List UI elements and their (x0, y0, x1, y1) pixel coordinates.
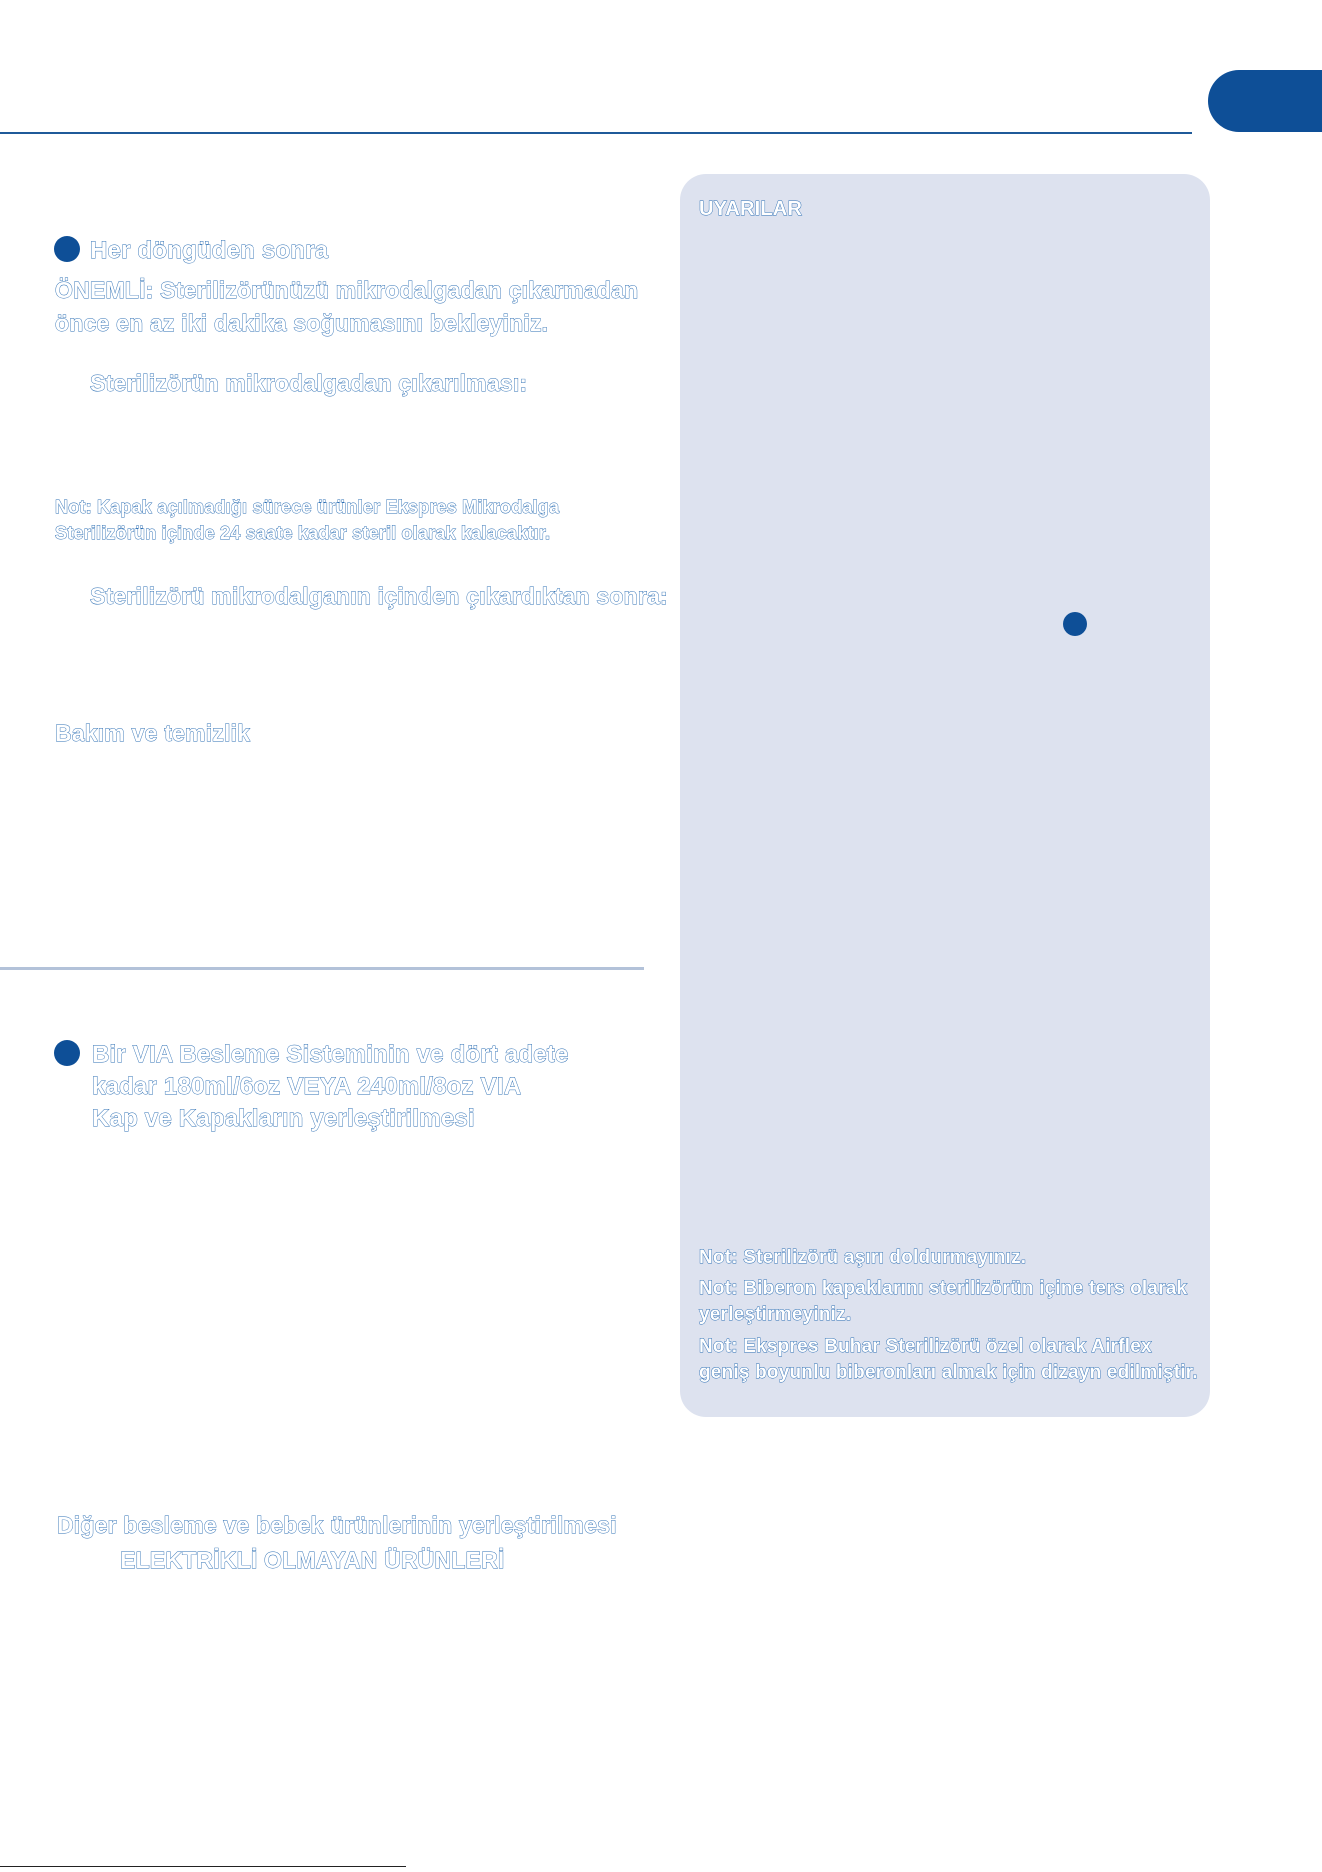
step-2-title-line-3: Kap ve Kapakların yerleştirilmesi (92, 1105, 475, 1132)
section-divider (0, 967, 644, 970)
step-1-title: Her döngüden sonra (90, 237, 329, 264)
footer-rule (0, 1866, 406, 1867)
note-sterile: Not: Kapak açılmadığı sürece ürünler Ekspres Mikrodalga Sterilizörün içinde 24 saate kadar steril olarak kalacaktır. (55, 497, 560, 543)
step-2-title-line-1: Bir VIA Besleme Sisteminin ve dört adete (92, 1041, 569, 1068)
warning-note-3: Not: Ekspres Buhar Sterilizörü özel olarak Airflex geniş boyunlu biberonları almak için dizayn edilmiştir. (699, 1336, 1198, 1383)
warnings-bullet-icon (1063, 612, 1087, 636)
page-tab (1208, 70, 1322, 132)
removal-heading: Sterilizörün mikrodalgadan çıkarılması: (90, 370, 528, 396)
warning-note-2: Not: Biberon kapaklarını sterilizörün içine ters olarak yerleştirmeyiniz. (699, 1278, 1188, 1325)
after-removal-heading: Sterilizörü mikrodalganın içinden çıkardıktan sonra: (90, 583, 668, 609)
maintenance-heading: Bakım ve temizlik (55, 720, 251, 746)
warnings-panel (680, 174, 1210, 1417)
step-2-title (92, 1039, 569, 1135)
important-notice: ÖNEMLİ: Sterilizörünüzü mikrodalgadan çıkarmadan önce en az iki dakika soğumasını bekleyiniz. (55, 277, 639, 336)
step-2-bullet-icon (54, 1040, 80, 1066)
other-products-heading: Diğer besleme ve bebek ürünlerinin yerleştirilmesi (57, 1512, 617, 1538)
non-electric-products-heading: ELEKTRİKLİ OLMAYAN ÜRÜNLERİ (120, 1547, 505, 1573)
warning-note-1: Not: Sterilizörü aşırı doldurmayınız. (699, 1247, 1027, 1268)
header-rule (0, 132, 1192, 134)
warnings-title: UYARILAR (699, 198, 803, 220)
step-1-bullet-icon (54, 236, 80, 262)
step-2-title-line-2: kadar 180ml/6oz VEYA 240ml/8oz VIA (92, 1073, 522, 1100)
